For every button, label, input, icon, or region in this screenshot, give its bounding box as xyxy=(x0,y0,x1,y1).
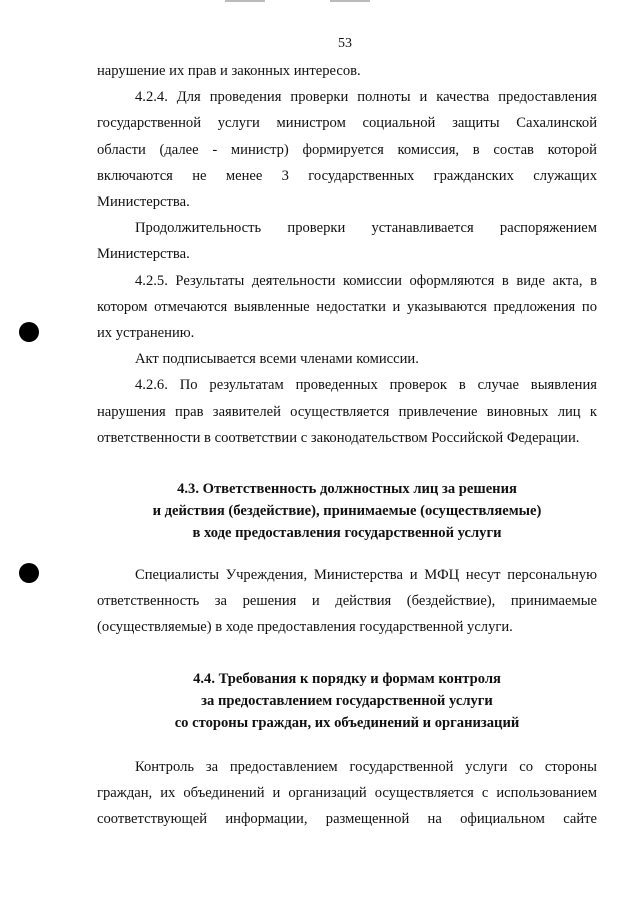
section-heading-4-3 xyxy=(97,478,597,544)
text-line: Специалисты Учреждения, Министерства и МФЦ несут персональную xyxy=(135,567,597,583)
page-number: 53 xyxy=(338,36,352,51)
paragraph-act xyxy=(97,346,597,372)
body-block-1 xyxy=(97,58,597,451)
punch-hole xyxy=(19,563,39,583)
paragraph-continuation xyxy=(97,58,597,84)
text-line: Акт подписывается всеми членами комиссии. xyxy=(135,351,419,368)
text-line: ответственность за решения и действия (бездействие), принимаемые xyxy=(97,593,597,610)
heading-line: 4.3. Ответственность должностных лиц за решения xyxy=(177,481,517,497)
text-line: ответственности в соответствии с законодательством Российской Федерации. xyxy=(97,429,580,446)
text-line: граждан, их объединений и организаций осуществляется с использованием xyxy=(97,785,597,802)
heading-line: со стороны граждан, их объединений и организаций xyxy=(174,715,520,731)
scan-artifact xyxy=(225,0,265,2)
heading-line: и действия (бездействие), принимаемые (осуществляемые) xyxy=(152,503,542,519)
text-line: соответствующей информации, размещенной на официальном сайте xyxy=(97,811,597,828)
scan-artifact xyxy=(330,0,370,2)
paragraph-4-2-6 xyxy=(97,372,597,451)
body-block-4-3 xyxy=(97,562,597,641)
text-line: включаются не менее 3 государственных гражданских служащих xyxy=(97,167,597,184)
text-line: (осуществляемые) в ходе предоставления государственной услуги. xyxy=(97,619,513,636)
text-line: нарушение их прав и законных интересов. xyxy=(97,63,361,79)
text-line: 4.2.4. Для проведения проверки полноты и качества предоставления xyxy=(135,89,597,106)
paragraph-4-4 xyxy=(97,754,597,833)
paragraph-duration xyxy=(97,215,597,267)
section-heading-4-4 xyxy=(97,668,597,734)
body-block-4-4 xyxy=(97,754,597,833)
text-line: государственной услуги министром социальной защиты Сахалинской xyxy=(97,115,597,132)
text-line: 4.2.6. По результатам проведенных проверок в случае выявления xyxy=(135,377,597,394)
heading-line: 4.4. Требования к порядку и формам контроля xyxy=(193,671,501,687)
paragraph-4-2-4 xyxy=(97,84,597,215)
text-line: Министерства. xyxy=(97,246,190,263)
text-line: Контроль за предоставлением государственной услуги со стороны xyxy=(135,759,597,775)
text-line: нарушения прав заявителей осуществляется привлечение виновных лиц к xyxy=(97,403,597,420)
text-line: Министерства. xyxy=(97,194,190,211)
paragraph-4-3 xyxy=(97,562,597,641)
text-line: их устранению. xyxy=(97,325,195,342)
heading-line: в ходе предоставления государственной услуги xyxy=(192,525,502,541)
paragraph-4-2-5 xyxy=(97,268,597,347)
punch-hole xyxy=(19,322,39,342)
text-line: Продолжительность проверки устанавливается распоряжением xyxy=(135,220,597,237)
text-line: 4.2.5. Результаты деятельности комиссии оформляются в виде акта, в xyxy=(135,272,597,289)
text-line: котором отмечаются выявленные недостатки и указываются предложения по xyxy=(97,298,597,315)
text-line: области (далее - министр) формируется комиссия, в состав которой xyxy=(97,141,597,158)
heading-line: за предоставлением государственной услуги xyxy=(201,693,493,709)
